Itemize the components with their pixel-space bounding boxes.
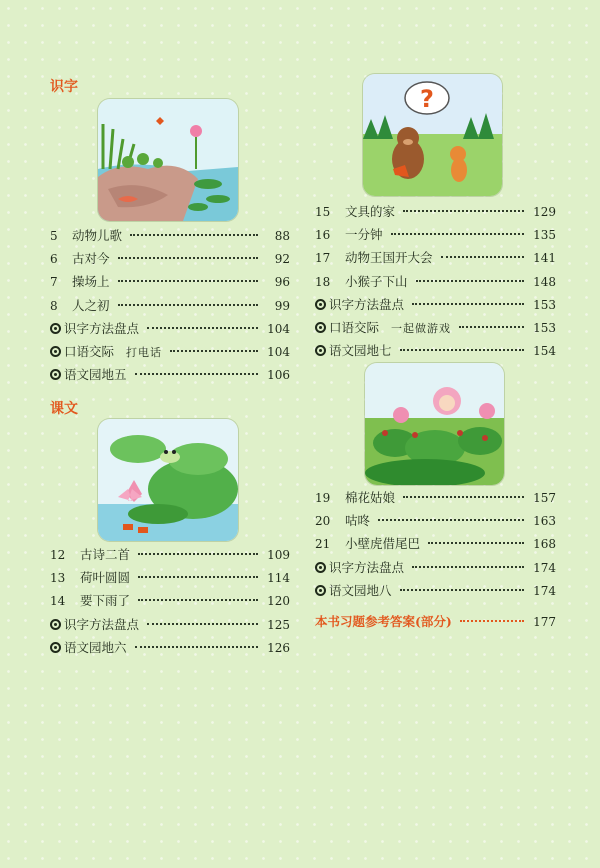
toc-entry[interactable] (315, 202, 556, 225)
toc-entry[interactable] (315, 511, 556, 534)
dot-leader (138, 576, 258, 578)
lesson-title: 语文园地七 (329, 343, 392, 359)
page-number: 120 (267, 594, 290, 609)
target-bullet-icon (315, 585, 326, 596)
lesson-subtitle: 一起做游戏 (391, 321, 452, 335)
toc-entry[interactable] (315, 488, 556, 511)
lesson-title: 文具的家 (345, 204, 396, 219)
toc-entry[interactable] (50, 272, 290, 295)
lesson-number: 5 (50, 229, 58, 243)
dot-leader (135, 646, 258, 648)
lesson-number: 15 (315, 205, 331, 219)
lesson-title: 古诗二首 (80, 547, 131, 562)
lesson-title: 动物儿歌 (72, 228, 123, 243)
dot-leader (147, 327, 258, 329)
lesson-title: 棉花姑娘 (345, 490, 396, 505)
dot-leader (130, 234, 258, 236)
toc-entry[interactable] (315, 225, 556, 248)
toc-entry-answer-key[interactable] (315, 612, 556, 635)
target-bullet-icon (50, 369, 61, 380)
page-number: 163 (533, 514, 556, 529)
dot-leader (147, 623, 258, 625)
lesson-title: 口语交际 (64, 343, 115, 359)
page-number: 106 (267, 368, 290, 383)
toc-entry[interactable] (50, 545, 290, 568)
lesson-title: 小壁虎借尾巴 (345, 536, 421, 552)
dot-leader (412, 566, 524, 568)
lesson-number: 6 (50, 252, 58, 267)
toc-entry[interactable] (50, 319, 290, 342)
page-number: 153 (533, 297, 556, 312)
toc-list-right-2 (315, 488, 556, 604)
dot-leader (135, 373, 258, 375)
lesson-title: 识字方法盘点 (329, 296, 405, 312)
page-number: 125 (267, 617, 290, 632)
lesson-number: 13 (50, 571, 66, 586)
lesson-title: 咕咚 (345, 513, 371, 529)
lesson-title: 古对今 (72, 251, 110, 267)
lesson-number: 19 (315, 491, 331, 505)
pond-frogs-illustration (98, 99, 238, 221)
lesson-number: 21 (315, 537, 331, 552)
page-number: 177 (533, 615, 556, 629)
lesson-title: 一分钟 (345, 227, 383, 243)
lesson-title: 荷叶圆圆 (80, 570, 131, 586)
dot-leader (138, 553, 258, 555)
page-number: 96 (274, 275, 290, 290)
lesson-number: 20 (315, 514, 331, 529)
toc-entry[interactable] (50, 365, 290, 388)
toc-list-shizi (50, 226, 290, 388)
lesson-title: 识字方法盘点 (64, 320, 140, 336)
target-bullet-icon (315, 345, 326, 356)
page-number: 141 (533, 251, 556, 266)
target-bullet-icon (50, 642, 61, 653)
toc-entry[interactable] (315, 341, 556, 364)
toc-entry[interactable] (50, 342, 290, 365)
dot-leader (441, 256, 524, 258)
lesson-number: 14 (50, 594, 66, 609)
answer-key-title: 本书习题参考答案(部分) (315, 614, 452, 629)
page-number: 148 (533, 274, 556, 289)
dot-leader (391, 233, 524, 235)
page-number: 88 (274, 229, 290, 243)
dot-leader (403, 496, 524, 498)
lesson-title: 识字方法盘点 (329, 559, 405, 575)
page-number: 114 (267, 571, 290, 586)
page-number: 129 (533, 205, 556, 219)
lesson-title: 识字方法盘点 (64, 616, 140, 632)
toc-entry[interactable] (50, 615, 290, 638)
toc-entry[interactable] (315, 581, 556, 604)
target-bullet-icon (315, 299, 326, 310)
page-number: 109 (267, 548, 290, 562)
toc-entry[interactable] (315, 534, 556, 557)
page-number: 99 (274, 298, 290, 313)
dot-leader (118, 304, 258, 306)
page-number: 92 (274, 252, 290, 267)
dot-leader (400, 349, 524, 351)
lesson-title: 要下雨了 (80, 593, 131, 609)
lesson-number: 7 (50, 275, 58, 290)
page-number: 135 (533, 228, 556, 243)
toc-entry[interactable] (50, 296, 290, 319)
section-title-kewen: 课文 (50, 401, 78, 417)
dot-leader (428, 542, 524, 544)
toc-list-kewen-right (315, 202, 556, 364)
dot-leader (118, 257, 258, 259)
toc-entry[interactable] (315, 272, 556, 295)
dot-leader (403, 210, 524, 212)
dot-leader (378, 519, 524, 521)
target-bullet-icon (50, 346, 61, 357)
toc-entry[interactable] (50, 226, 290, 249)
lesson-subtitle: 打电话 (126, 345, 163, 359)
lesson-title: 人之初 (72, 297, 110, 313)
dot-leader (400, 589, 524, 591)
toc-entry[interactable] (50, 638, 290, 661)
lesson-title: 小猴子下山 (345, 273, 408, 289)
page-number: 174 (533, 560, 556, 575)
target-bullet-icon (50, 619, 61, 630)
page-number: 126 (267, 640, 290, 655)
toc-entry[interactable] (50, 568, 290, 591)
section-title-shizi: 识字 (50, 79, 78, 95)
dot-leader (170, 350, 258, 352)
toc-entry[interactable] (50, 249, 290, 272)
target-bullet-icon (50, 323, 61, 334)
dot-leader (460, 620, 524, 622)
dot-leader (412, 303, 524, 305)
target-bullet-icon (315, 562, 326, 573)
lesson-title: 口语交际 (329, 319, 380, 335)
lesson-number: 12 (50, 548, 66, 562)
target-bullet-icon (315, 322, 326, 333)
lesson-number: 18 (315, 274, 331, 289)
page-number: 157 (533, 491, 556, 505)
lesson-title: 语文园地五 (64, 367, 127, 383)
toc-entry[interactable] (315, 318, 556, 341)
page-number: 104 (267, 321, 290, 336)
lesson-title: 语文园地六 (64, 639, 127, 655)
toc-entry[interactable] (315, 295, 556, 318)
lotus-frog-illustration (98, 419, 238, 541)
toc-list-kewen-left (50, 545, 290, 661)
page-number: 104 (267, 344, 290, 359)
lesson-number: 8 (50, 298, 58, 313)
lesson-title: 动物王国开大会 (345, 250, 433, 266)
cotton-flower-girl-illustration (365, 363, 504, 485)
svg-text:?: ? (420, 85, 434, 113)
page-number: 168 (533, 537, 556, 552)
page-number: 153 (533, 320, 556, 335)
bear-fox-question-illustration (363, 74, 502, 196)
dot-leader (118, 280, 258, 282)
lesson-number: 17 (315, 251, 331, 266)
lesson-title: 操场上 (72, 274, 110, 290)
toc-entry[interactable] (315, 558, 556, 581)
dot-leader (459, 326, 524, 328)
lesson-number: 16 (315, 228, 331, 243)
page-number: 174 (533, 583, 556, 598)
toc-answer-key (315, 612, 556, 635)
toc-entry[interactable] (50, 591, 290, 614)
dot-leader (138, 599, 258, 601)
dot-leader (416, 280, 524, 282)
toc-entry[interactable] (315, 248, 556, 271)
page-number: 154 (533, 344, 556, 359)
lesson-title: 语文园地八 (329, 582, 392, 598)
